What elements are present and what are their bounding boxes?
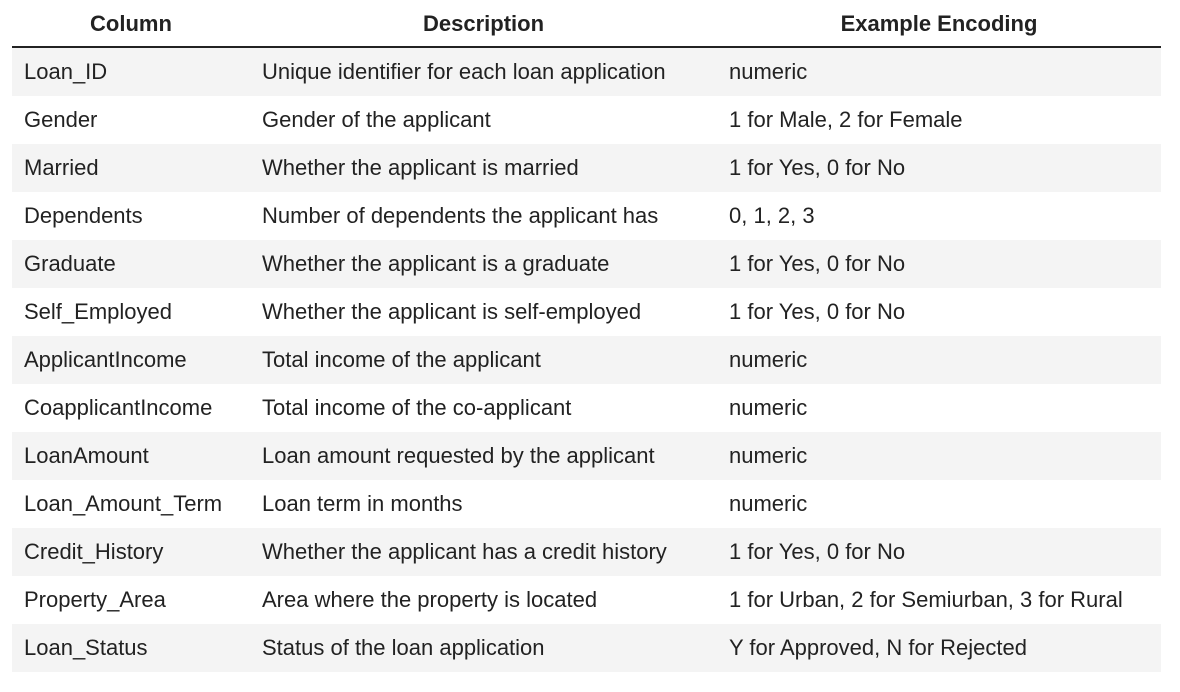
- table-row: [12, 336, 1161, 384]
- cell-description: Gender of the applicant: [262, 107, 491, 132]
- table-row: [12, 624, 1161, 672]
- cell-description: Whether the applicant has a credit history: [262, 539, 667, 564]
- cell-description: Unique identifier for each loan application: [262, 59, 666, 84]
- cell-column-name: Graduate: [24, 251, 116, 276]
- table-row: [12, 384, 1161, 432]
- cell-encoding: numeric: [729, 443, 808, 468]
- cell-column-name: Married: [24, 155, 99, 180]
- table-row: [12, 432, 1161, 480]
- cell-column-name: Loan_Status: [24, 635, 148, 660]
- cell-encoding: 1 for Male, 2 for Female: [729, 107, 963, 132]
- table-row: [12, 288, 1161, 336]
- cell-encoding: numeric: [729, 347, 808, 372]
- table-header: [12, 0, 1161, 48]
- cell-column-name: Dependents: [24, 203, 143, 228]
- cell-encoding: 1 for Yes, 0 for No: [729, 155, 906, 180]
- cell-column-name: Self_Employed: [24, 299, 172, 324]
- cell-description: Whether the applicant is a graduate: [262, 251, 610, 276]
- cell-column-name: ApplicantIncome: [24, 347, 187, 372]
- cell-column-name: Loan_Amount_Term: [24, 491, 223, 516]
- cell-description: Number of dependents the applicant has: [262, 203, 659, 228]
- cell-description: Whether the applicant is married: [262, 155, 579, 180]
- cell-column-name: LoanAmount: [24, 443, 149, 468]
- table-row: [12, 480, 1161, 528]
- cell-description: Status of the loan application: [262, 635, 545, 660]
- table-row: [12, 240, 1161, 288]
- cell-encoding: numeric: [729, 395, 808, 420]
- cell-encoding: numeric: [729, 491, 808, 516]
- cell-encoding: 1 for Yes, 0 for No: [729, 539, 906, 564]
- table-row: [12, 576, 1161, 624]
- cell-description: Loan amount requested by the applicant: [262, 443, 655, 468]
- cell-encoding: 1 for Urban, 2 for Semiurban, 3 for Rural: [729, 587, 1123, 612]
- cell-encoding: Y for Approved, N for Rejected: [729, 635, 1027, 660]
- data-dictionary-table: [12, 0, 1161, 672]
- cell-description: Whether the applicant is self-employed: [262, 299, 642, 324]
- cell-encoding: 1 for Yes, 0 for No: [729, 299, 906, 324]
- cell-column-name: Gender: [24, 107, 98, 132]
- cell-encoding: 1 for Yes, 0 for No: [729, 251, 906, 276]
- header-column: Column: [90, 11, 172, 36]
- table-row: [12, 192, 1161, 240]
- table-row: [12, 48, 1161, 96]
- cell-encoding: 0, 1, 2, 3: [729, 203, 815, 228]
- header-description: Description: [422, 11, 545, 36]
- cell-description: Area where the property is located: [262, 587, 598, 612]
- cell-column-name: Credit_History: [24, 539, 164, 564]
- cell-column-name: CoapplicantIncome: [24, 395, 213, 420]
- table-row: [12, 528, 1161, 576]
- cell-description: Total income of the applicant: [262, 347, 541, 372]
- table-row: [12, 96, 1161, 144]
- cell-encoding: numeric: [729, 59, 808, 84]
- cell-description: Total income of the co-applicant: [262, 395, 572, 420]
- header-example-encoding: Example Encoding: [840, 11, 1038, 36]
- cell-column-name: Loan_ID: [24, 59, 108, 84]
- cell-description: Loan term in months: [262, 491, 463, 516]
- cell-column-name: Property_Area: [24, 587, 166, 612]
- table-row: [12, 144, 1161, 192]
